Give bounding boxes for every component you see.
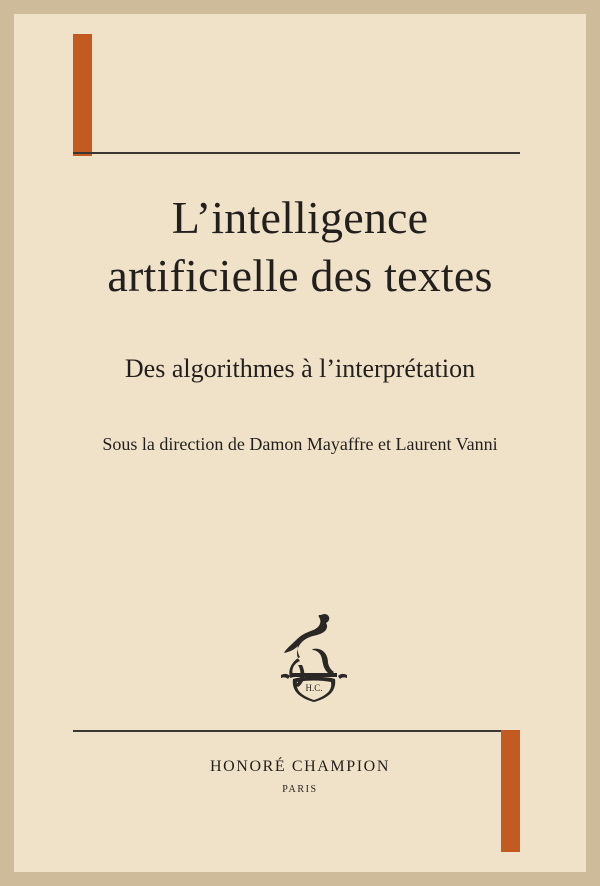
- divider-top: [73, 152, 520, 154]
- divider-bottom: [73, 730, 520, 732]
- title-line-1: L’intelligence: [171, 192, 429, 243]
- page-title: [54, 189, 546, 305]
- subtitle: Des algorithmes à l’interprétation: [124, 354, 476, 383]
- editors-line: Sous la direction de Damon Mayaffre et Laurent Vanni: [102, 434, 498, 454]
- publisher-city: PARIS: [282, 784, 318, 795]
- svg-text:H.C.: H.C.: [305, 683, 323, 693]
- title-line-2: artificielle des textes: [107, 250, 493, 301]
- book-cover: [14, 14, 586, 872]
- publisher-logo-icon: [269, 609, 359, 704]
- decorative-bar-top: [73, 34, 92, 156]
- publisher-name: HONORÉ CHAMPION: [209, 758, 390, 775]
